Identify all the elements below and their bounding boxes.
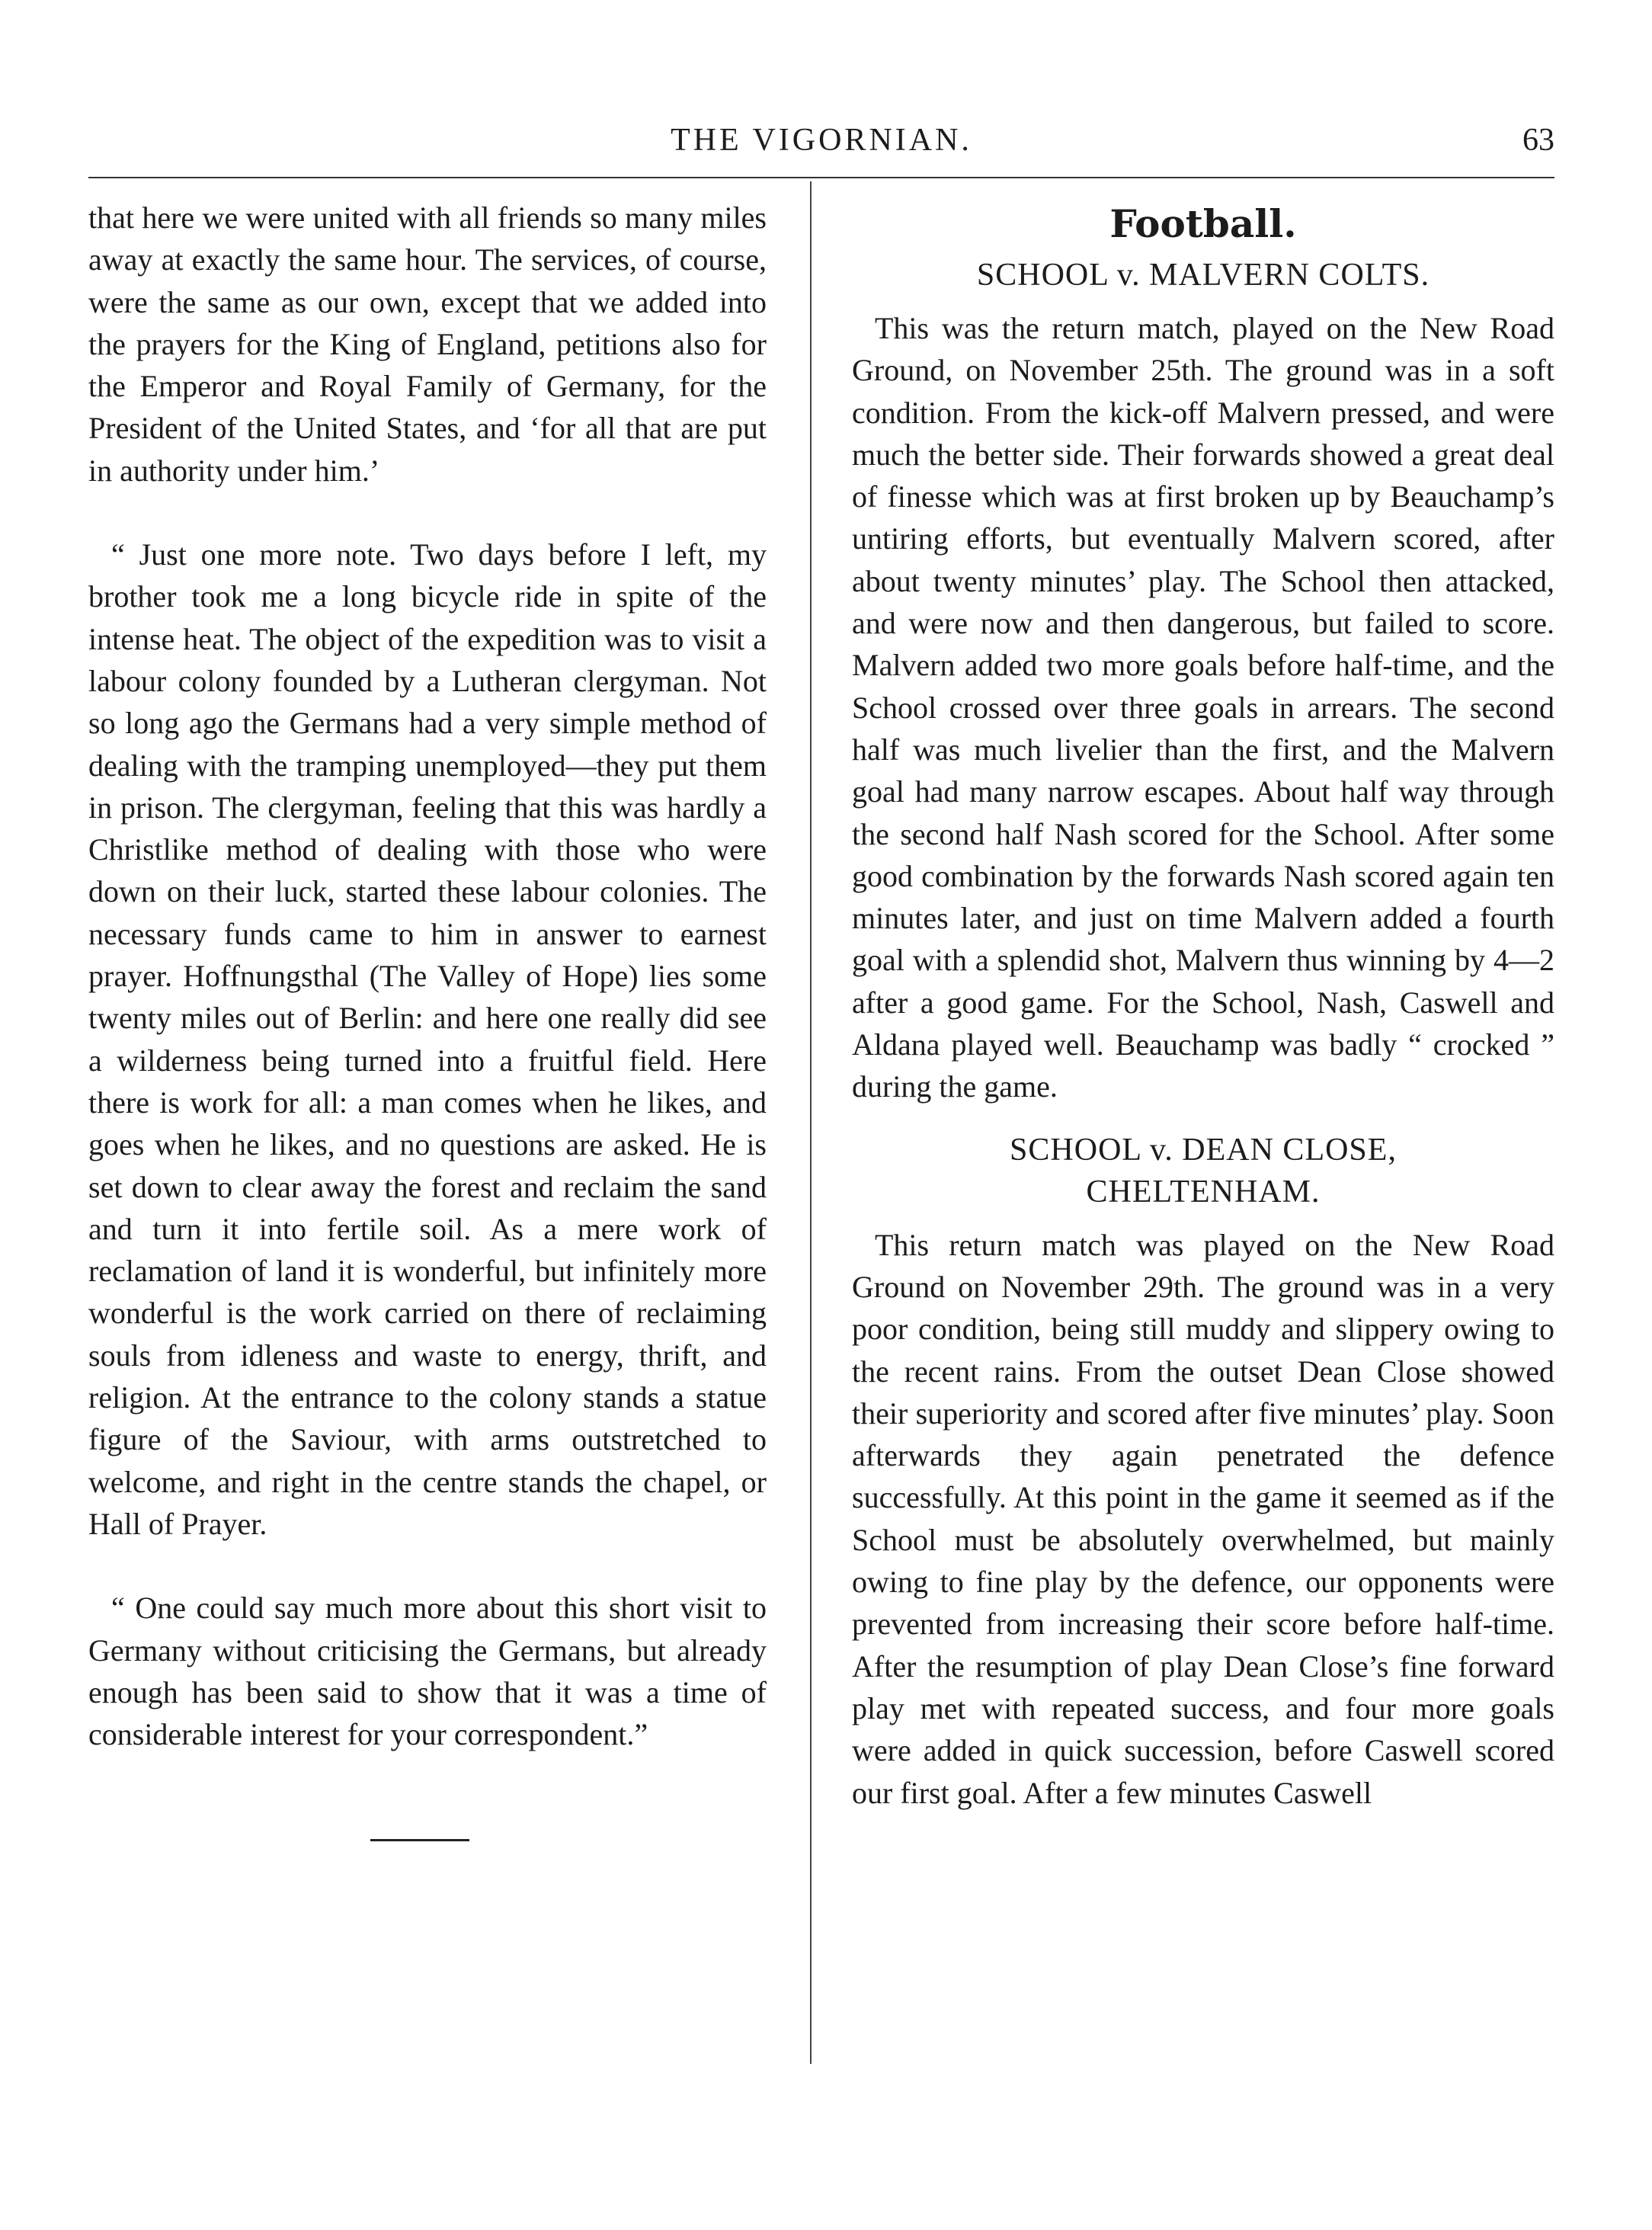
running-title: THE VIGORNIAN. [671, 123, 972, 158]
match-2-heading-line-2: CHELTENHAM. [1086, 1174, 1321, 1210]
header-rule [88, 177, 1554, 178]
left-paragraph-2: “ Just one more note. Two days before I left, my brother took me a long bicycle ride in spite of the intense heat. The object of the expedition was to visit a labour colony founded by a Lutheran clergyman. Not so long ago the Germans had a very simple method of dealing with the tramping unemployed—they put them in prison. The clergyman, feeling that this was hardly a Christlike method of dealing with those who were down on their luck, started these labour colonies. The necessary funds came to him in answer to earnest prayer. Hoffnungsthal (The Valley of Hope) lies some twenty miles out of Berlin: and here one really did see a wilderness being turned into a fruitful field. Here there is work for all: a man comes when he likes, and goes when he likes, and no questions are asked. He is set down to clear away the forest and reclaim the sand and turn it into fertile soil. As a mere work of reclamation of land it is wonderful, but infinitely more wonderful is the work carried on there of reclaiming souls from idleness and waste to energy, thrift, and religion. At the entrance to the colony stands a statue figure of the Saviour, with arms outstretched to welcome, and right in the centre stands the chapel, or Hall of Prayer. [88, 537, 767, 1541]
match-2-heading [852, 1129, 1554, 1213]
section-end-rule [370, 1839, 469, 1841]
column-divider [810, 181, 812, 2064]
match-1-heading: SCHOOL v. MALVERN COLTS. [976, 258, 1430, 293]
page-number: 63 [1522, 123, 1554, 158]
match-2-report: This return match was played on the New Road Ground on November 29th. The ground was in a very poor condition, being still muddy and slippery owing to the recent rains. From the outset Dean Close showed their superiority and scored after five minutes’ play. Soon afterwards they again penetrated the defence successfully. At this point in the game it seemed as if the School must be absolutely overwhelmed, but mainly owing to fine play by the defence, our opponents were prevented from increasing their score before half-time. After the resumption of play Dean Close’s fine forward play met with repeated success, and four more goals were added in quick succession, before Caswell scored our first goal. After a few minutes Caswell [852, 1227, 1554, 1810]
match-1-report: This was the return match, played on the New Road Ground, on November 25th. The ground was in a soft condition. From the kick-off Malvern pressed, and were much the better side. Their forwards showed a great deal of finesse which was at first broken up by Beauchamp’s untiring efforts, but eventually Malvern scored, after about twenty minutes’ play. The School then attacked, and were now and then dangerous, but failed to score. Malvern added two more goals before half-time, and the School crossed over three goals in arrears. The second half was much livelier than the first, and the Malvern goal had many narrow escapes. About half way through the second half Nash scored for the School. After some good combination by the forwards Nash scored again ten minutes later, and just on time Malvern added a fourth goal with a splendid shot, Malvern thus winning by 4—2 after a good game. For the School, Nash, Caswell and Aldana played well. Beauchamp was badly “ crocked ” during the game. [852, 311, 1554, 1104]
left-paragraph-3: “ One could say much more about this short visit to Germany without criticising the Germans, but already enough has been said to show that it was a time of considerable interest for your correspondent.” [88, 1591, 767, 1752]
match-2-heading-line-1: SCHOOL v. DEAN CLOSE, [1010, 1132, 1397, 1168]
right-column [852, 197, 1554, 1814]
left-paragraph-1: that here we were united with all friends so many miles away at exactly the same hour. The services, of course, were the same as our own, except that we added into the prayers for the King of England, petitions also for the Emperor and Royal Family of Germany, for the President of the United States, and ‘for all that are put in authority under him.’ [88, 200, 767, 488]
section-heading-football: Football. [1109, 201, 1297, 246]
left-column [88, 197, 767, 1841]
page-header [88, 122, 1554, 168]
